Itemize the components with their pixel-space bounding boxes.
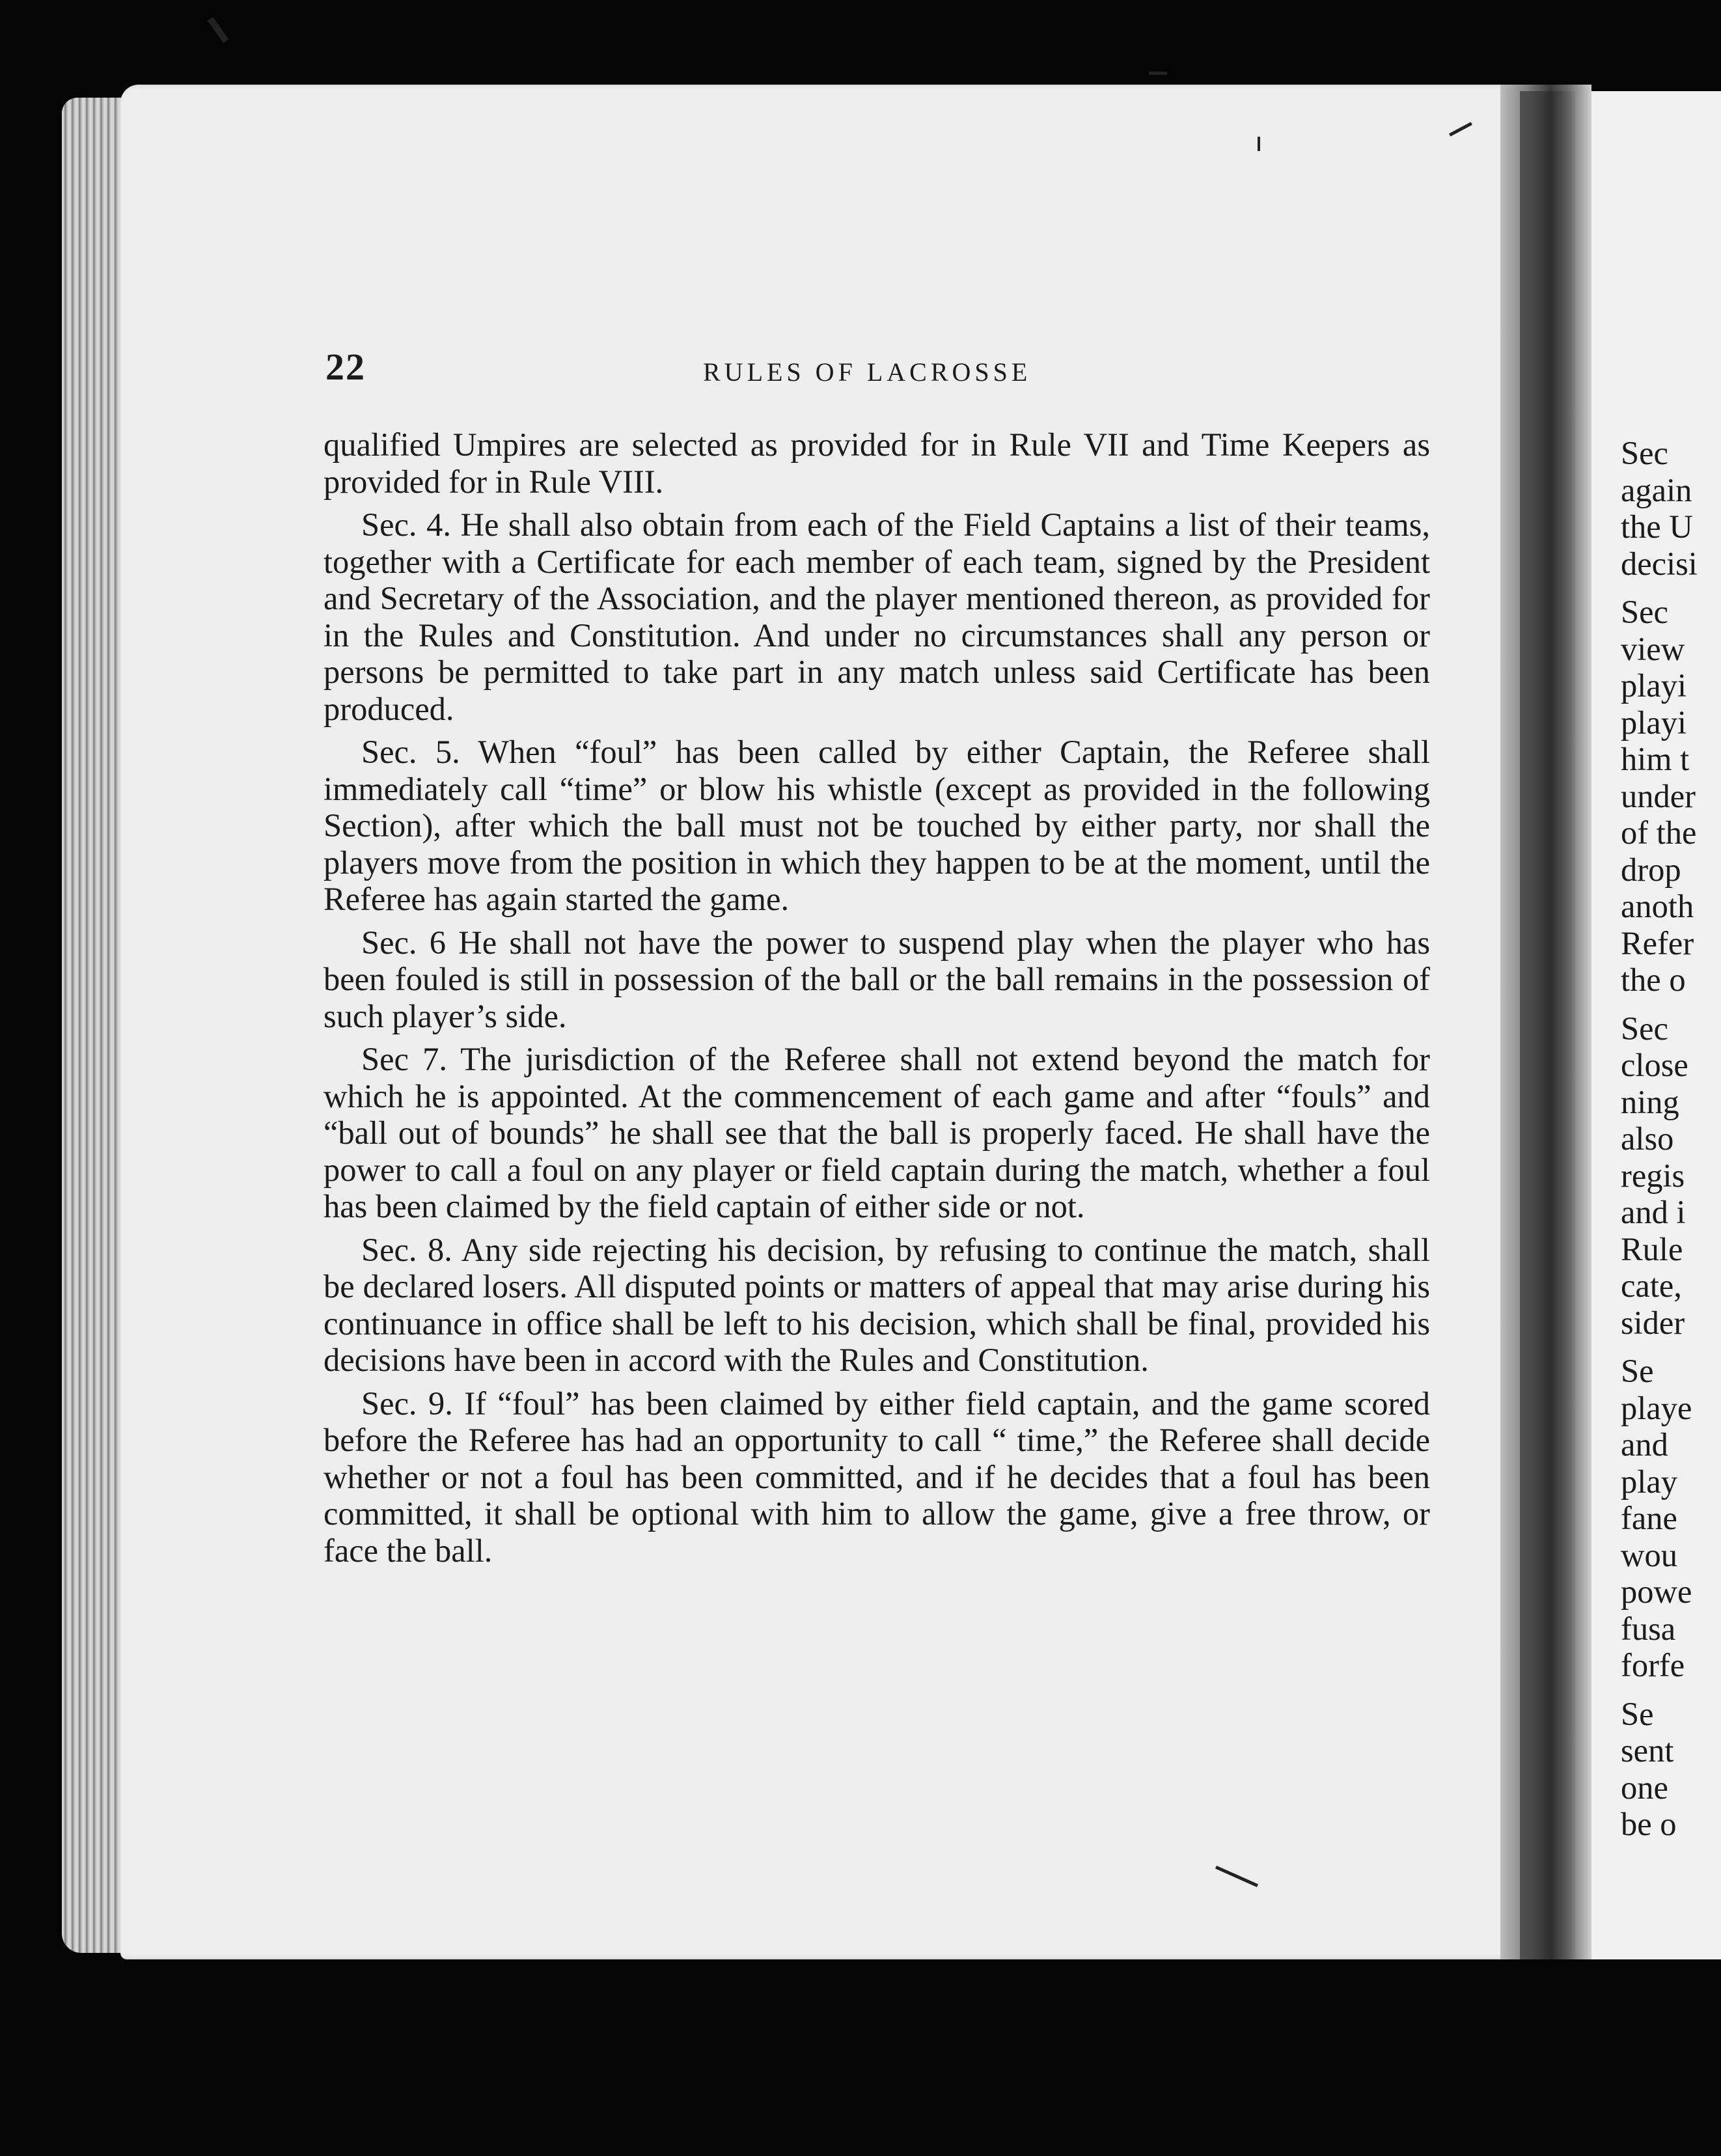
right-page-fragment — [1621, 1684, 1721, 1696]
right-page-fragment: anoth — [1621, 888, 1694, 924]
right-page-fragment: Sec — [1621, 435, 1668, 471]
running-head: RULES OF LACROSSE — [703, 357, 1032, 387]
right-page-fragment: under — [1621, 777, 1696, 814]
paragraph-continued: qualified Umpires are selected as provided for in Rule VII and Time Keepers as provided for in Rule VIII. — [324, 426, 1430, 500]
right-page-fragment: fusa — [1621, 1610, 1676, 1647]
right-page-fragment: view — [1621, 630, 1685, 667]
paragraph-sec-7: Sec 7. The jurisdiction of the Referee shall not extend beyond the match for which he is appointed. At the commencement of each game and after “fouls” and “ball out of bounds” he shall see that the ball is properly faced. He shall have the power to call a foul on any player or field captain during the match, whether a foul has been claimed by the field captain of either side or not. — [324, 1041, 1430, 1224]
right-page-fragment: Rule — [1621, 1230, 1683, 1267]
right-page-fragment: Sec — [1621, 594, 1668, 630]
right-page-fragment: Sec — [1621, 1010, 1668, 1047]
scan-speck — [208, 17, 228, 43]
right-page-fragment: one — [1621, 1769, 1668, 1806]
right-page-fragment: him t — [1621, 741, 1690, 777]
right-page-fragment — [1621, 1341, 1721, 1353]
right-page-fragment: drop — [1621, 851, 1681, 888]
right-page-fragment: Se — [1621, 1695, 1654, 1732]
scan-speck — [1258, 137, 1260, 151]
paragraph-sec-5: Sec. 5. When “foul” has been called by either Captain, the Referee shall immediately call “time” or blow his whistle (except as provided in the following Section), after which the ball must not be touched by either party, nor shall the players move from the position in which they happen to be at the moment, until the Referee has again started the game. — [324, 734, 1430, 917]
page-body — [324, 426, 1430, 1575]
right-page-fragment: ning — [1621, 1083, 1679, 1120]
right-page-fragment: again — [1621, 471, 1692, 508]
page-number: 22 — [325, 346, 366, 388]
right-page-fragment: play — [1621, 1463, 1677, 1500]
right-page-fragment: playe — [1621, 1389, 1692, 1426]
right-page-fragment: sent — [1621, 1732, 1674, 1769]
paragraph-sec-9: Sec. 9. If “foul” has been claimed by either field captain, and the game scored before the Referee has had an opportunity to call “ time,” the Referee shall decide whether or not a foul has been committed, and if he decides that a foul has been committed, it shall be optional with him to allow the game, give a free throw, or face the ball. — [324, 1385, 1430, 1569]
right-page-fragment: regis — [1621, 1157, 1685, 1194]
right-page-fragment: decisi — [1621, 545, 1698, 582]
right-page-fragment: and i — [1621, 1194, 1686, 1230]
right-page-fragment: wou — [1621, 1536, 1677, 1573]
right-page-fragment: be o — [1621, 1806, 1677, 1842]
right-page-fragment: powe — [1621, 1573, 1692, 1610]
right-page-fragment: cate, — [1621, 1267, 1682, 1304]
scan-speck — [1149, 72, 1167, 75]
paragraph-sec-8: Sec. 8. Any side rejecting his decision, by refusing to continue the match, shall be declared losers. All disputed points or matters of appeal that may arise during his continuance in office shall be left to his decision, which shall be final, provided his decisions have been in accord with the Rules and Constitution. — [324, 1231, 1430, 1378]
paragraph-sec-6: Sec. 6 He shall not have the power to suspend play when the player who has been fouled is still in possession of the ball or the ball remains in the possession of such player’s side. — [324, 924, 1430, 1034]
right-page-fragment: fane — [1621, 1500, 1677, 1536]
right-page-fragment: close — [1621, 1047, 1688, 1083]
right-page-text-fragments — [1621, 435, 1721, 1843]
right-page-fragment — [1621, 582, 1721, 594]
right-page-fragment: also — [1621, 1120, 1674, 1157]
paragraph-sec-4: Sec. 4. He shall also obtain from each of the Field Captains a list of their teams, together with a Certificate for each member of each team, signed by the President and Secretary of the Association, and the player mentioned thereon, as provided for in the Rules and Constitution. And under no circumstances shall any person or persons be permitted to take part in any match unless said Certificate has been produced. — [324, 506, 1430, 727]
right-page-fragment — [1621, 999, 1721, 1010]
right-page-fragment: sider — [1621, 1304, 1685, 1341]
right-page-fragment: playi — [1621, 667, 1687, 704]
right-page-fragment: playi — [1621, 704, 1687, 741]
gutter-shadow — [1520, 91, 1575, 1959]
right-page-fragment: the U — [1621, 508, 1693, 545]
right-page-fragment: Se — [1621, 1353, 1654, 1389]
right-page-fragment: Refer — [1621, 924, 1694, 961]
right-page-fragment: and — [1621, 1426, 1668, 1463]
right-page-fragment: of the — [1621, 814, 1697, 851]
right-page-fragment: forfe — [1621, 1647, 1685, 1683]
right-page-fragment: the o — [1621, 961, 1686, 998]
